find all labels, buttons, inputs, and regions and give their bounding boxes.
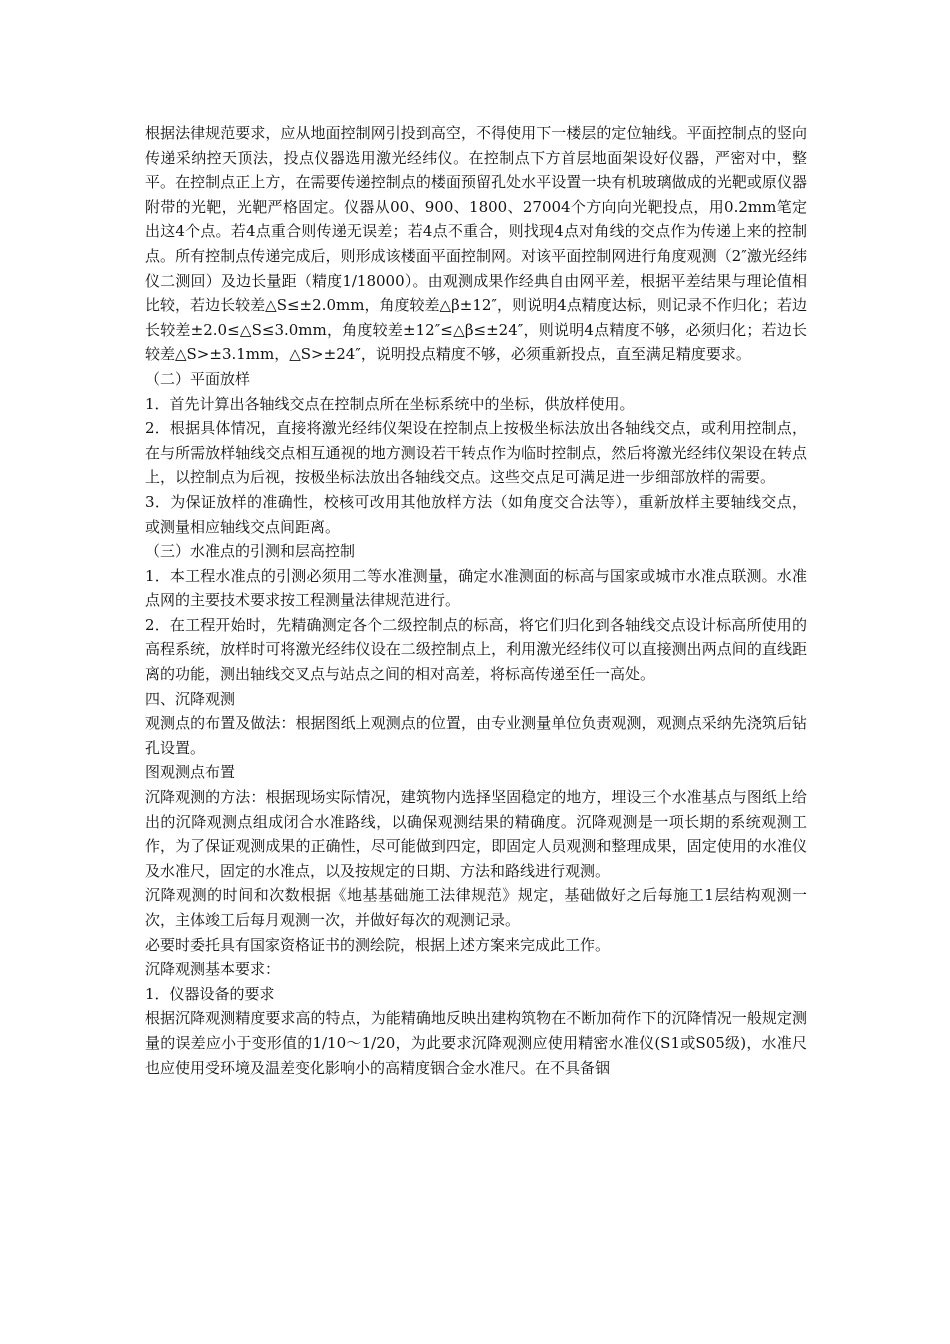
paragraph-benchmark-step-1: 1．本工程水准点的引测必须用二等水准测量，确定水准测面的标高与国家或城市水准点联测。水准点网的主要技术要求按工程测量法律规范进行。 — [145, 566, 807, 610]
heading-benchmark-elevation: （三）水准点的引测和层高控制 — [145, 542, 356, 561]
document-body — [145, 121, 807, 1080]
paragraph-layout-step-1: 1．首先计算出各轴线交点在控制点所在坐标系统中的坐标，供放样使用。 — [145, 394, 635, 413]
paragraph-equipment-requirements: 根据沉降观测精度要求高的特点，为能精确地反映出建构筑物在不断加荷作下的沉降情况一般规定测量的误差应小于变形值的1/10～1/20，为此要求沉降观测应使用精密水准仪(S1或S05级)，水准尺也应使用受环境及温差变化影响小的高精度铟合金水准尺。在不具备铟 — [145, 1009, 807, 1077]
paragraph-surveying-institute: 必要时委托具有国家资格证书的测绘院，根据上述方案来完成此工作。 — [145, 935, 611, 954]
heading-plane-layout: （二）平面放样 — [145, 369, 251, 388]
paragraph-observation-points: 观测点的布置及做法：根据图纸上观测点的位置，由专业测量单位负责观测，观测点采纳先浇筑后钻孔设置。 — [145, 714, 807, 757]
heading-basic-requirements: 沉降观测基本要求： — [145, 960, 281, 979]
heading-equipment-requirements: 1．仪器设备的要求 — [145, 984, 275, 1003]
paragraph-control-network-transfer: 根据法律规范要求，应从地面控制网引投到高空，不得使用下一楼层的定位轴线。平面控制点的竖向传递采纳控天顶法，投点仪器选用激光经纬仪。在控制点下方首层地面架设好仪器，严密对中，整平。在控制点正上方，在需要传递控制点的楼面预留孔处水平设置一块有机玻璃做成的光靶或原仪器附带的光靶，光靶严格固定。仪器从00、900、1800、27004个方向向光靶投点，用0.2mm笔定出这4个点。若4点重合则传递无误差；若4点不重合，则找现4点对角线的交点作为传递上来的控制点。所有控制点传递完成后，则形成该楼面平面控制网。对该平面控制网进行角度观测（2″激光经纬仪二测回）及边长量距（精度1/18000）。由观测成果作经典自由网平差，根据平差结果与理论值相比较，若边长较差△S≤±2.0mm，角度较差△β±12″，则说明4点精度达标，则记录不作归化；若边长较差±2.0≤△S≤3.0mm，角度较差±12″≤△β≤±24″，则说明4点精度不够，必须归化；若边长较差△S>±3.1mm，△S>±24″，说明投点精度不够，必须重新投点，直至满足精度要求。 — [145, 124, 807, 364]
figure-caption-observation-layout: 图观测点布置 — [145, 763, 236, 782]
heading-settlement-observation: 四、沉降观测 — [145, 689, 236, 708]
paragraph-observation-method: 沉降观测的方法：根据现场实际情况，建筑物内选择坚固稳定的地方，埋设三个水准基点与图纸上给出的沉降观测点组成闭合水准路线，以确保观测结果的精确度。沉降观测是一项长期的系统观测工作，为了保证观测成果的正确性，尽可能做到四定，即固定人员观测和整理成果，固定使用的水准仪及水准尺，固定的水准点，以及按规定的日期、方法和路线进行观测。 — [145, 788, 807, 880]
paragraph-layout-step-2: 2．根据具体情况，直接将激光经纬仪架设在控制点上按极坐标法放出各轴线交点，或利用控制点，在与所需放样轴线交点相互通视的地方测设若干转点作为临时控制点，然后将激光经纬仪架设在转点上，以控制点为后视，按极坐标法放出各轴线交点。这些交点足可满足进一步细部放样的需要。 — [145, 419, 807, 487]
paragraph-benchmark-step-2: 2．在工程开始时，先精确测定各个二级控制点的标高，将它们归化到各轴线交点设计标高所使用的高程系统，放样时可将激光经纬仪设在二级控制点上，利用激光经纬仪可以直接测出两点间的直线距离的功能，测出轴线交叉点与站点之间的相对高差，将标高传递至任一高处。 — [145, 615, 807, 684]
paragraph-observation-schedule: 沉降观测的时间和次数根据《地基基础施工法律规范》规定，基础做好之后每施工1层结构观测一次，主体竣工后每月观测一次，并做好每次的观测记录。 — [145, 886, 807, 929]
paragraph-layout-step-3: 3．为保证放样的准确性，校核可改用其他放样方法（如角度交合法等），重新放样主要轴线交点，或测量相应轴线交点间距离。 — [145, 492, 807, 536]
